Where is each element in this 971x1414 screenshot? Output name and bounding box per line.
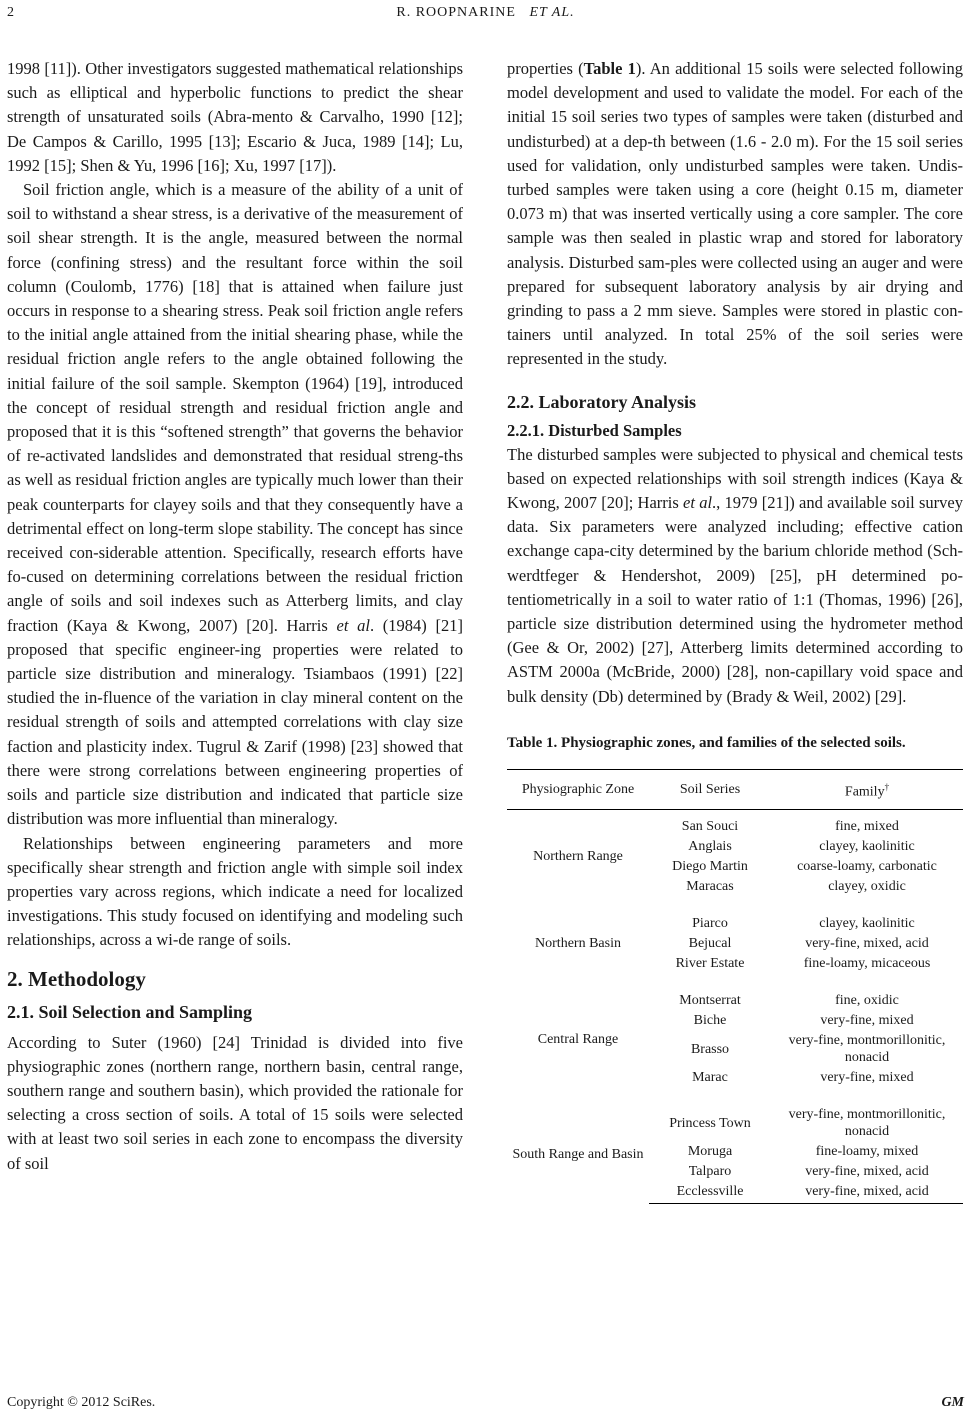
left-column	[7, 57, 463, 1176]
subsection-heading-laboratory-analysis: 2.2. Laboratory Analysis	[507, 391, 697, 412]
header-series: Soil Series	[649, 769, 771, 809]
paragraph-relationships: Relationships between engineering parameters and more specifically shear strength and friction angle with simple soil index properties vary across regions, which indicate a need for localized investigations. This study focused on identifying and modeling such relationships, across a wi-de range of soils.	[7, 833, 463, 950]
table-reference: Table 1	[583, 59, 636, 78]
running-title	[0, 5, 971, 21]
series-cell: Marac	[692, 1070, 728, 1086]
series-cell: Montserrat	[679, 993, 741, 1009]
subsection-heading-soil-selection: 2.1. Soil Selection and Sampling	[7, 1001, 253, 1022]
section-heading-methodology: 2. Methodology	[7, 966, 146, 991]
zone-cell: Northern Range	[533, 849, 623, 865]
page-footer	[7, 1395, 964, 1411]
series-cell: River Estate	[675, 956, 745, 972]
family-cell: clayey, oxidic	[828, 879, 906, 895]
family-cell: clayey, kaolinitic	[819, 839, 915, 855]
table-row	[507, 914, 963, 934]
family-cell: very-fine, mixed	[820, 1070, 914, 1086]
series-cell: Maracas	[686, 879, 734, 895]
journal-abbreviation: GM	[941, 1395, 964, 1410]
zone-cell: Northern Basin	[535, 936, 621, 952]
physiographic-zones-table	[507, 769, 963, 1204]
series-cell: Princess Town	[669, 1115, 751, 1131]
series-cell: Biche	[693, 1013, 727, 1029]
family-cell: very-fine, mixed, acid	[805, 936, 929, 952]
family-cell: very-fine, mixed, acid	[771, 1182, 963, 1204]
family-cell: fine, oxidic	[835, 993, 899, 1009]
series-cell: Ecclessville	[649, 1182, 771, 1204]
series-cell: Anglais	[688, 839, 732, 855]
series-cell: Talparo	[688, 1164, 732, 1180]
header-family: Family†	[771, 769, 963, 809]
family-cell: very-fine, mixed	[820, 1013, 914, 1029]
table-header-row	[507, 769, 963, 809]
table-row	[507, 817, 963, 837]
zone-cell: Central Range	[537, 1031, 619, 1047]
series-cell: San Souci	[681, 819, 739, 835]
paragraph-sampling: properties (Table 1). An additional 15 soils were selected following model development and used to validate the model. For each of the initial 15 soil series two types of samples were taken (disturbed and undisturbed) at a dep-th between (1.6 - 2.0 m). For the 15 soil series used for validation, only undisturbed samples were taken. Undis-turbed samples were taken using a core (height 0.15 m, diameter 0.073 m) that was inserted vertically using a core sampler. The core sample was then sealed in plastic wrap and stored for laboratory analysis. Disturbed sam-ples were collected using an auger and were prepared for subsequent laboratory analysis by air drying and grinding to pass a 2 mm sieve. Samples were stored in plastic con-tainers until analyzed. In total 25% of the soil series were represented in the study.	[507, 59, 963, 369]
table-row	[507, 991, 963, 1011]
family-cell: fine, mixed	[835, 819, 899, 835]
family-cell: very-fine, mixed, acid	[805, 1164, 929, 1180]
paragraph-intro-continued: 1998 [11]). Other investigators suggested mathematical relationships such as elliptical and hyperbolic functions to predict the shear strength of unsaturated soils (Abra-mento & Carvalho, 1990 [12]; De Campos & Carillo, 1995 [13]; Escario & Juca, 1989 [14]; Lu, 1992 [15]; Shen & Yu, 1996 [16]; Xu, 1997 [17]).	[7, 59, 463, 175]
series-cell: Piarco	[692, 916, 728, 932]
table-caption: Table 1. Physiographic zones, and families of the selected soils.	[507, 734, 906, 751]
family-cell: clayey, kaolinitic	[819, 916, 915, 932]
family-cell: very-fine, montmorillonitic, nonacid	[788, 1033, 946, 1066]
header-zone: Physiographic Zone	[507, 769, 649, 809]
subsubsection-heading-disturbed-samples: 2.2.1. Disturbed Samples	[507, 420, 682, 440]
paragraph-friction-angle: Soil friction angle, which is a measure of the ability of a unit of soil to withstand a shear stress, is a derivative of the measurement of soil shear strength. It is the angle, measured between the normal force (confining stress) and the resultant force within the soil column (Coulomb, 1776) [18] that is attained when failure just occurs in response to a shearing stress. Peak soil friction angle refers to the initial angle attained from the initial shearing phase, while the residual friction angle refers to the angle obtained following the initial failure of the soil sample. Skempton (1964) [19], introduced the concept of residual strength and residual friction angle and proposed that it is this “softened strength” that governs the behavior of re-activated landslides and demonstrated that residual streng-ths as well as residual friction angles are typically much lower than their peak counterparts for clayey soils and that they consequently have a detrimental effect on long-term slope stability. The concept has since received con-siderable attention. Specifically, research efforts have fo-cused on determining correlations between the residual friction angle of soils and soil indexes such as Atterberg limits, and clay fraction (Kaya & Kwong, 2007) [20]. Harris et al. (1984) [21] proposed that specific engineer-ing properties were related to particle size distribution and mineralogy. Tsiambaos (1991) [22] studied the in-fluence of the variation in clay mineral content on the residual strength of soils and attempted correlations with clay size faction and plasticity index. Tugrul & Zarif (1998) [23] showed that there were strong correlations between engineering properties of soils and particle size distribution and indicated that particle size distribution was more influential than mineralogy.	[7, 180, 464, 829]
page-number: 2	[7, 5, 14, 20]
table-row	[507, 1105, 963, 1142]
series-cell: Moruga	[687, 1144, 733, 1160]
family-cell: fine-loamy, mixed	[815, 1144, 919, 1160]
running-title-et-al: ET AL.	[529, 5, 575, 20]
zone-cell: South Range and Basin	[512, 1146, 644, 1162]
series-cell: Bejucal	[688, 936, 732, 952]
family-cell: fine-loamy, micaceous	[803, 956, 931, 972]
page-header	[0, 0, 971, 30]
family-cell: very-fine, montmorillonitic, nonacid	[788, 1107, 946, 1140]
family-cell: coarse-loamy, carbonatic	[797, 859, 937, 875]
copyright-notice: Copyright © 2012 SciRes.	[7, 1395, 156, 1410]
series-cell: Brasso	[690, 1041, 730, 1057]
paragraph-soil-selection: According to Suter (1960) [24] Trinidad is divided into five physiographic zones (northern range, northern basin, central range, southern range and southern basin), which provided the rationale for selecting a cross section of soils. A total of 15 soils were selected with at least two soil series in each zone to encompass the diversity of soil	[7, 1032, 463, 1173]
paragraph-disturbed-samples: The disturbed samples were subjected to physical and chemical tests based on expected relationships with soil strength indices (Kaya & Kwong, 2007 [20]; Harris et al., 1979 [21]) and available soil survey data. Six parameters were analyzed including; effective cation exchange capa-city determined by the barium chloride method (Sch-werdtfeger & Hendershot, 2009) [25], pH determined po-tentiometrically in a soil to water ratio of 1:1 (Thomas, 1996) [26], particle size distribution determined using the hydrometer method (Gee & Or, 2002) [27], Atterberg limits determined according to ASTM 2000a (McBride, 2000) [28], non-capillary void space and bulk density (Db) determined by (Brady & Weil, 2002) [29].	[507, 444, 963, 706]
series-cell: Diego Martin	[672, 859, 748, 875]
running-title-authors: R. ROOPNARINE	[396, 5, 516, 20]
right-column	[507, 57, 963, 1204]
